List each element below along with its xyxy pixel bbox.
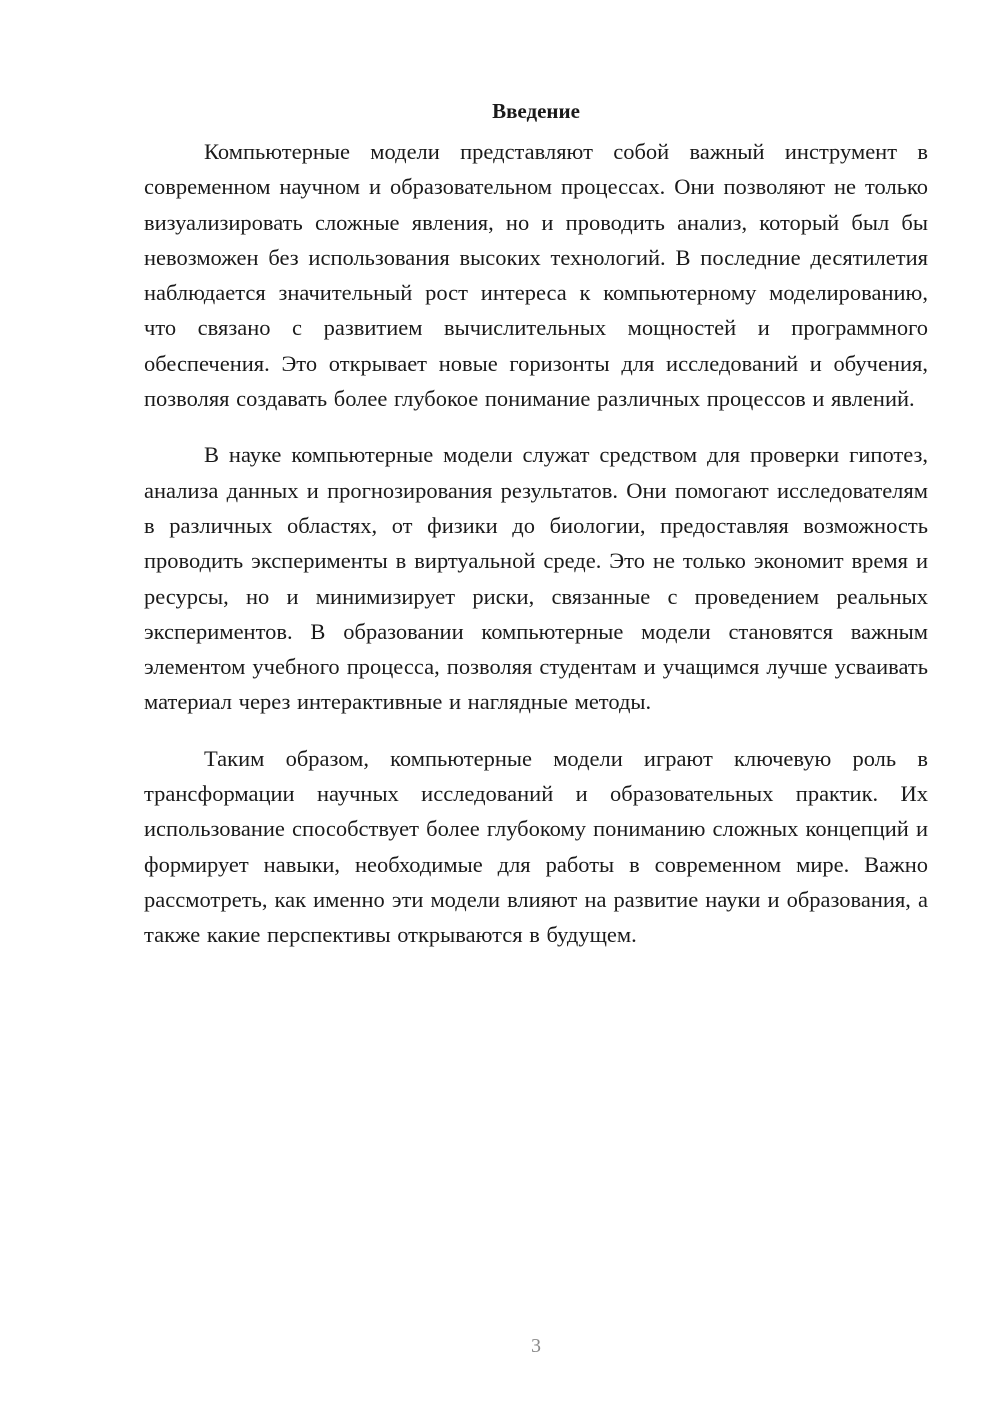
page-number: 3 [531,1335,541,1357]
paragraph-conclusion: Таким образом, компьютерные модели играют ключевую роль в трансформации научных исследований и образовательных практик. Их использование способствует более глубокому пониманию сложных концепций и формирует навыки, необходимые для работы в современном мире. Важно рассмотреть, как именно эти модели влияют на развитие науки и образования, а также какие перспективы открываются в будущем. [144,745,928,948]
section-heading: Введение [492,99,580,123]
page-content [144,96,928,953]
paragraph-intro: Компьютерные модели представляют собой важный инструмент в современном научном и образовательном процессах. Они позволяют не только визуализировать сложные явления, но и проводить анализ, который был бы невозможен без использования высоких технологий. В последние десятилетия наблюдается значительный рост интереса к компьютерному моделированию, что связано с развитием вычислительных мощностей и программного обеспечения. Это открывает новые горизонты для исследований и обучения, позволяя создавать более глубокое понимание различных процессов и явлений. [144,139,928,412]
paragraph-science: В науке компьютерные модели служат средством для проверки гипотез, анализа данных и прогнозирования результатов. Они помогают исследователям в различных областях, от физики до биологии, предоставляя возможность проводить эксперименты в виртуальной среде. Это не только экономит время и ресурсы, но и минимизирует риски, связанные с проведением реальных экспериментов. В образовании компьютерные модели становятся важным элементом учебного процесса, позволяя студентам и учащимся лучше усваивать материал через интерактивные и наглядные методы. [144,442,928,715]
